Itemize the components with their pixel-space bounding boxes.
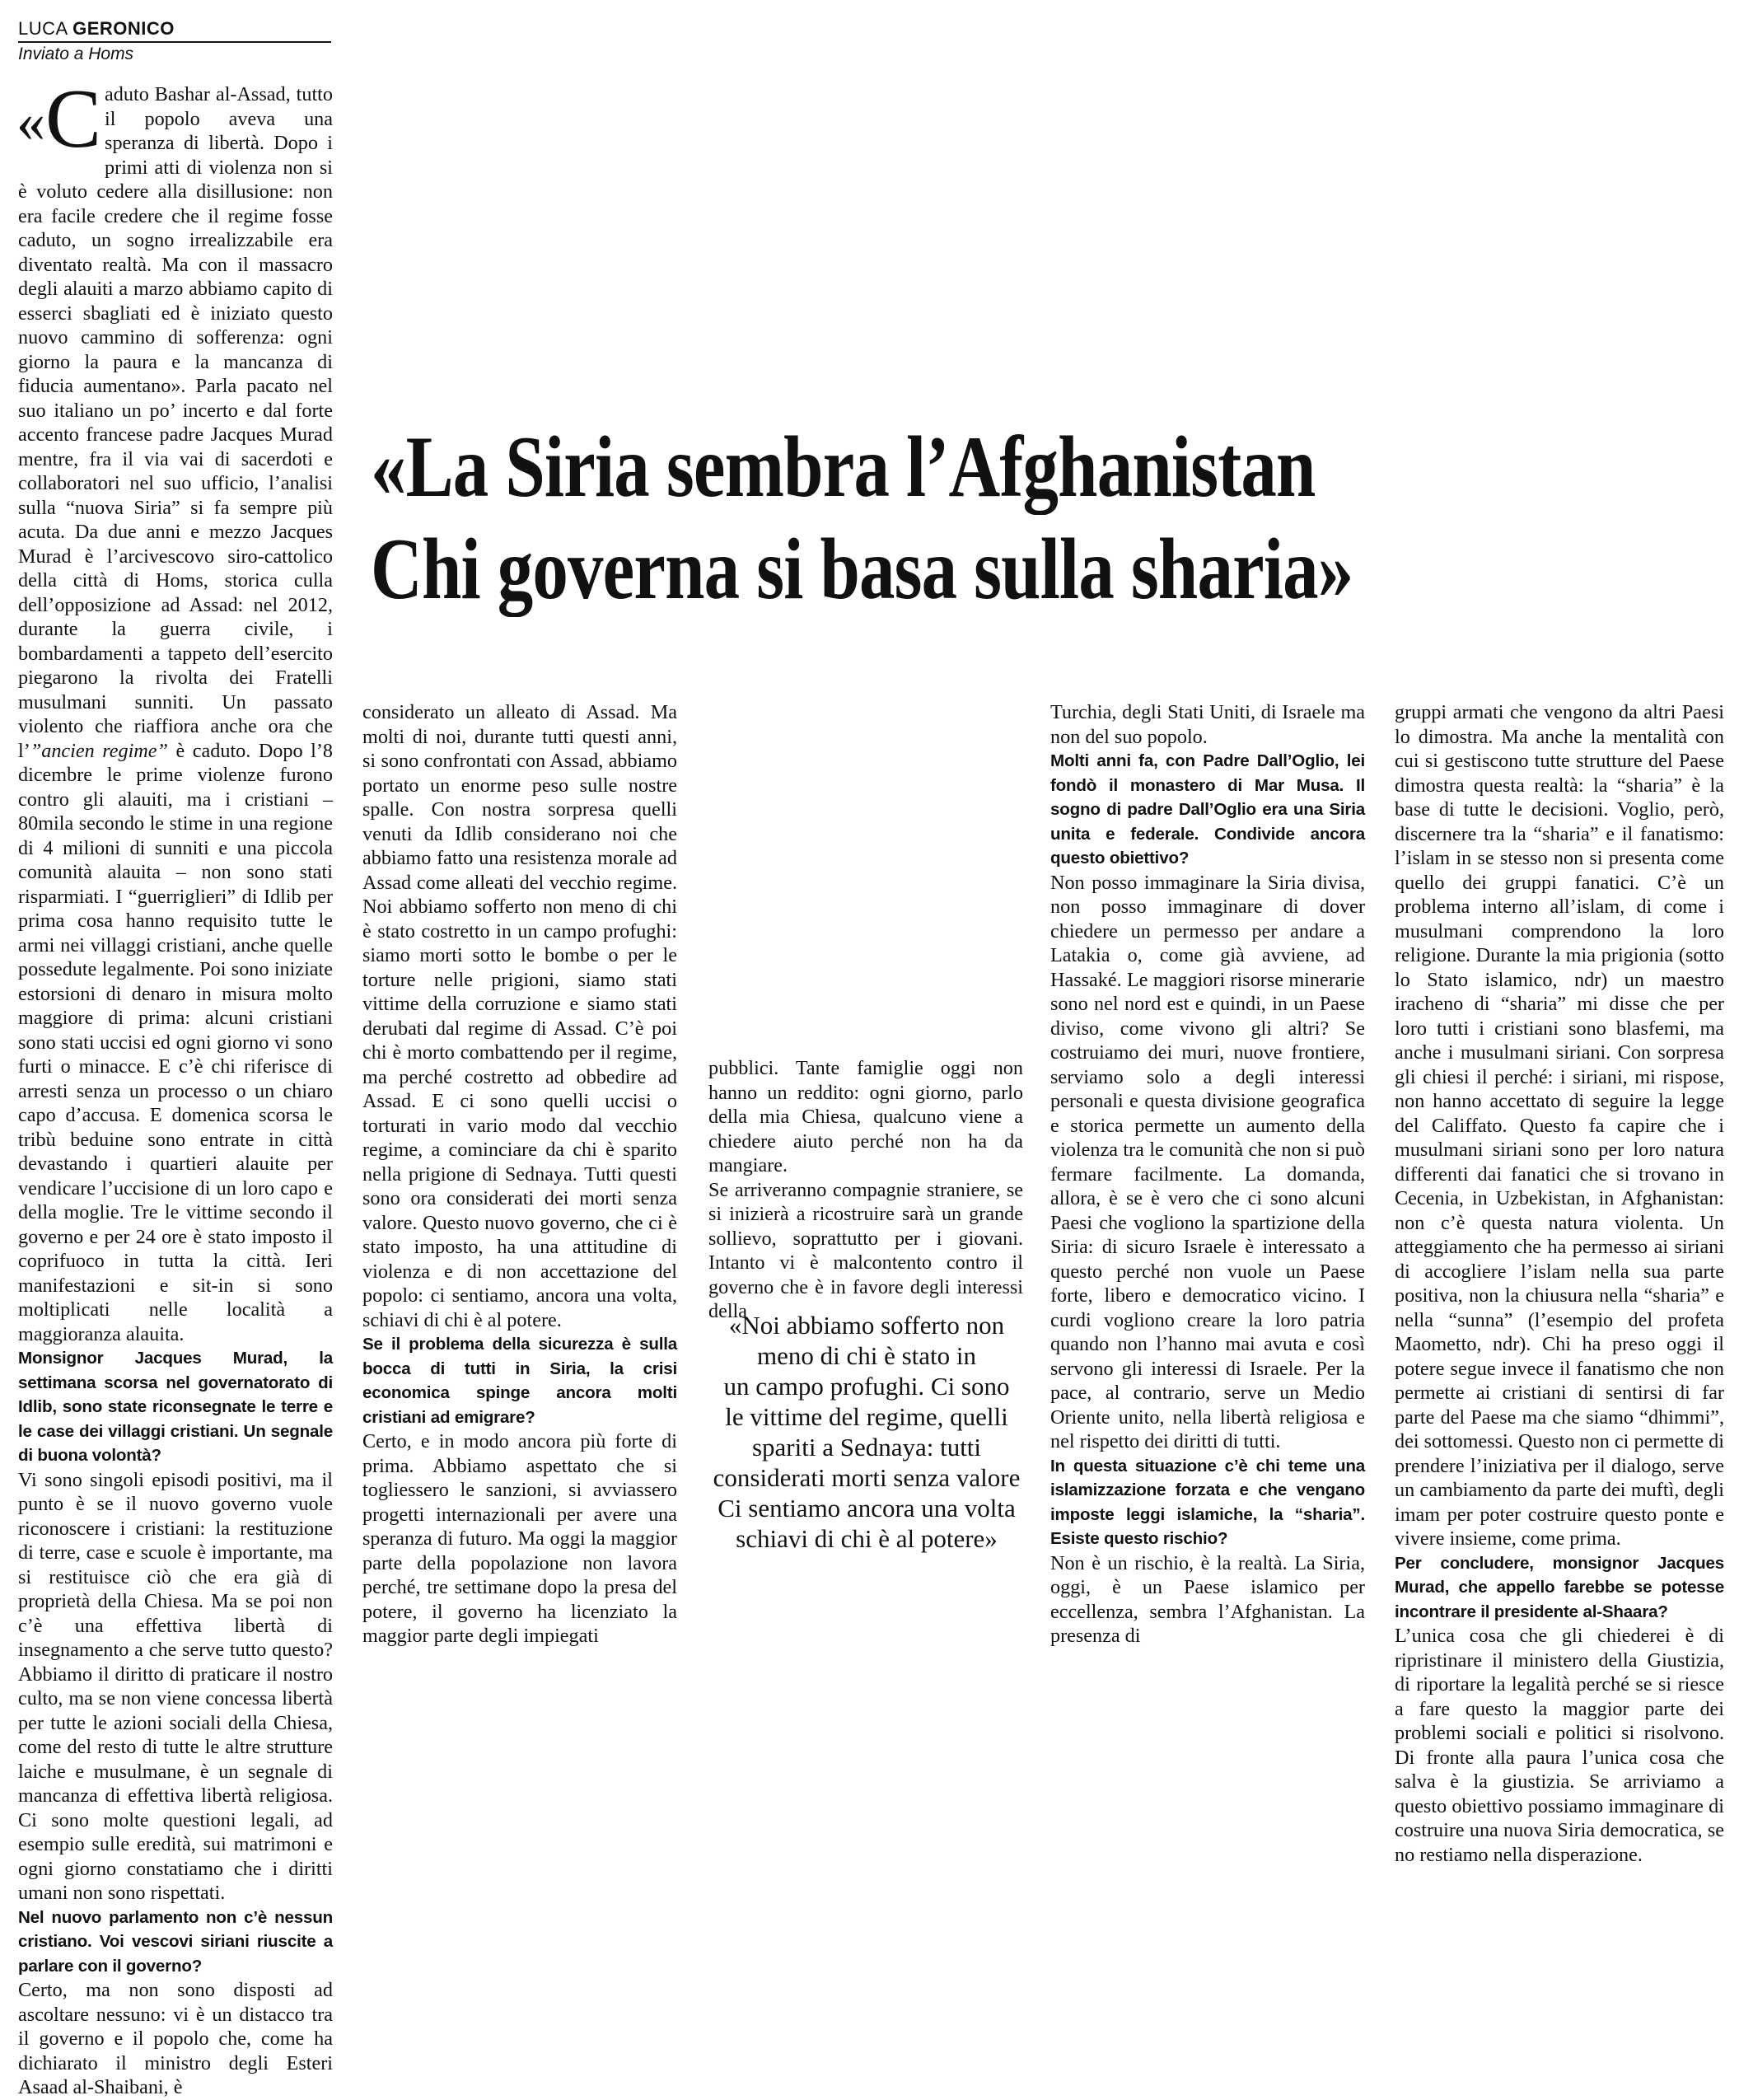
pull-quote-line: considerati morti senza valore (713, 1463, 1021, 1492)
answer-2-start: Certo, ma non sono disposti ad ascoltare nessuno: vi è un distacco tra il governo e il popolo che, come ha dichiarato il ministro degli Esteri Asaad al-Shaibani, è (18, 1979, 333, 2098)
question-6: Per concludere, monsignor Jacques Murad, che appello farebbe se potesse incontrare il presidente al-Shaara? (1395, 1553, 1724, 1621)
byline (18, 18, 331, 64)
pull-quote-line: spariti a Sednaya: tutti (751, 1433, 982, 1462)
answer-2-continued: considerato un alleato di Assad. Ma molti di noi, durante tutti questi anni, si sono confrontati con Assad, abbiamo portato un enorme peso sulle nostre spalle. Con nostra sorpresa quelli venuti da Idlib considerano noi che abbiamo fatto una resistenza morale ad Assad come alleati del vecchio regime. Noi abbiamo sofferto non meno di chi è stato costretto in un campo profughi: siamo morti sotto le bombe o per le torture nelle prigioni, siamo stati vittime della corruzione e siamo stati derubati dal regime di Assad. C’è poi chi è morto combattendo per il regime, ma perché costretto ad obbedire ad Assad. E ci sono quelli uccisi o torturati in vario modo dal vecchio regime, a cominciare da chi è sparito nella prigione di Sednaya. Tutti questi sono ora considerati dei morti senza valore. Questo nuovo governo, che ci è stato imposto, ha una attitudine di violenza e di non accettazione del popolo: ci sentiamo, ancora una volta, schiavi di chi è al potere. (362, 701, 677, 1331)
pull-quote-line: Ci sentiamo ancora una volta (718, 1494, 1016, 1522)
lead-italic-text: ”ancien regime” (30, 739, 168, 762)
pull-quote-line: «Noi abbiamo sofferto non (728, 1311, 1005, 1340)
answer-3-paragraph-2: Se arriveranno compagnie straniere, se si inizierà a ricostruire sarà un grande sollievo, soprattutto per i giovani. Intanto vi è malcontento contro il governo che è in favore degli interessi della (708, 1178, 1023, 1322)
byline-rule (18, 41, 331, 43)
question-4: Molti anni fa, con Padre Dall’Oglio, lei fondò il monastero di Mar Musa. Il sogno di padre Dall’Oglio era una Siria unita e federale. Condivide ancora questo obiettivo? (1050, 751, 1365, 868)
lead-text: aduto Bashar al-Assad, tutto il popolo aveva una speranza di libertà. Dopo i primi atti di violenza non si è voluto cedere alla disillusione: non era facile credere che il regime fosse caduto, un sogno irrealizzabile era diventato realtà. Ma con il massacro degli alauiti a marzo abbiamo capito di esserci sbagliati ed è iniziato questo nuovo cammino di sofferenza: ogni giorno la paura e la mancanza di fiducia aumentano». Parla pacato nel suo italiano un po’ incerto e dal forte accento francese padre Jacques Murad mentre, fra il via vai di sacerdoti e collaboratori nel suo ufficio, l’analisi sulla “nuova Siria” si fa sempre più acuta. Da due anni e mezzo Jacques Murad è l’arcivescovo siro-cattolico della città di Homs, storica culla dell’opposizione ad Assad: nel 2012, durante la guerra civile, i bombardamenti a tappeto dell’esercito piegarono la rivolta dei Fratelli musulmani sunniti. Un passato violento che riaffiora anche ora che l’ (18, 83, 333, 762)
author-location: Inviato a Homs (18, 44, 134, 63)
answer-4: Non posso immaginare la Siria divisa, non posso immaginare di dover chiedere un permesso per andare a Latakia o, come già avviene, ad Hassaké. Le maggiori risorse minerarie sono nel nord est e quindi, in un Paese diviso, come vivono gli altri? Se costruiamo dei muri, nuove frontiere, serviamo solo a degli interessi personali e questa divisione geografica e storica permette un aumento della violenza tra le comunità che non si può fermare facilmente. La domanda, allora, è se è vero che ci sono alcuni Paesi che vogliono la spartizione della Siria: di sicuro Israele è interessato a questo perché non vuole un Paese forte, libero e democratico vicino. I curdi vogliono creare la loro patria quando non l’hanno mai avuta e così servono gli interessi di Israele. Per la pace, al contrario, serve un Medio Oriente unito, nella libertà religiosa e nel rispetto dei diritti di tutti. (1050, 871, 1365, 1452)
author-name (18, 18, 331, 40)
headline (371, 419, 1738, 618)
answer-5-start: Non è un rischio, è la realtà. La Siria, oggi, è un Paese islamico per eccellenza, sembra l’Afghanistan. La presenza di (1050, 1551, 1365, 1647)
answer-5-continued: gruppi armati che vengono da altri Paesi lo dimostra. Ma anche la mentalità con cui si gestiscono tutte strutture del Paese dimostra questa realtà: la “sharia” è la base di tutte le decisioni. Voglio, però, discernere tra la “sharia” e il fanatismo: l’islam in se stesso non si presenta come quello dei gruppi fanatici. C’è un problema interno all’islam, di come i musulmani comprendono la loro religione. Durante la mia prigionia (sotto lo Stato islamico, ndr) un maestro iracheno di “sharia” mi disse che per loro tutti i cristiani sono blasfemi, ma anche i musulmani siriani. Con sorpresa gli chiesi il perché: i siriani, mi rispose, non hanno accettato di seguire la legge del Califfato. Questo fa capire che i musulmani siriani sono per loro natura differenti dai fanatici che si trovano in Cecenia, in Uzbekistan, in Afghanistan: non c’è questa natura violenta. Un atteggiamento che ha permesso ai siriani di accogliere l’islam nella sua parte positiva, non la chiusura nella “sharia” e nella “sunna” (l’esempio del profeta Maometto, ndr). Chi ha preso oggi il potere segue invece il fanatismo che non permette ai cristiani di sentirsi di far parte del Paese ma che siamo “dhimmi”, dei sottomessi. Questo non ci permette di prendere l’iniziativa per il dialogo, serve un cambiamento da parte dei muftì, degli imam per poter costruire questo ponte e vivere insieme, come prima. (1395, 701, 1724, 1550)
article-column-2 (362, 700, 677, 1647)
article-column-3 (708, 1056, 1023, 1322)
author-last-name: GERONICO (72, 18, 175, 39)
author-first-name: LUCA (18, 18, 68, 39)
pull-quote (710, 1310, 1023, 1554)
question-2: Nel nuovo parlamento non c’è nessun cristiano. Voi vescovi siriani riuscite a parlare con il governo? (18, 1907, 333, 1976)
question-5: In questa situazione c’è chi teme una islamizzazione forzata e che vengano imposte leggi islamiche, la “sharia”. Esiste questo rischio? (1050, 1456, 1365, 1548)
pull-quote-line: meno di chi è stato in (756, 1341, 977, 1370)
answer-6: L’unica cosa che gli chiederei è di ripristinare il ministero della Giustizia, di riportare la legalità perché se si riesce a fare questo la maggior parte dei problemi sociali e politici si risolvono. Di fronte alla paura l’unica cosa che salva è la giustizia. Se arriviamo a questo obiettivo possiamo immaginare di costruire una nuova Siria democratica, se no restiamo nella disperazione. (1395, 1625, 1724, 1866)
article-column-5 (1395, 700, 1724, 1895)
pull-quote-line: le vittime del regime, quelli (725, 1402, 1008, 1431)
drop-cap-letter: C (45, 72, 102, 166)
headline-line-1: «La Siria sembra l’Afghanistan (371, 419, 1316, 515)
lead-text-end: è caduto. Dopo l’8 dicembre le prime violenze furono contro gli alauiti, ma i cristiani – 80mila secondo le stime in una regione di 4 milioni di sunniti e una piccola comunità alauita – non sono stati risparmiati. I “guerriglieri” di Idlib per prima cosa hanno requisito tutte le armi nei villaggi cristiani, anche quelle possedute legalmente. Poi sono iniziate estorsioni di denaro in misura molto maggiore di prima: alcuni cristiani sono stati uccisi ed ogni giorno vi sono furti o minacce. E c’è chi riferisce di arresti senza un processo o un chiaro capo d’accusa. E domenica scorsa le tribù beduine sono entrate in città devastando i quartieri alauite per vendicare l’uccisione di un loro capo e della moglie. Tre le vittime secondo il governo e per 24 ore è stato imposto il coprifuoco in tutta la città. Ieri manifestazioni e sit-in si sono moltiplicati nelle località a maggioranza alauita. (18, 739, 333, 1345)
answer-3-continued: pubblici. Tante famiglie oggi non hanno un reddito: ogni giorno, parlo della mia Chiesa, qualcuno viene a chiedere aiuto perché non ha da mangiare. (708, 1057, 1023, 1176)
headline-line-2: Chi governa si basa sulla sharia» (371, 521, 1353, 617)
answer-3-end: Turchia, degli Stati Uniti, di Israele ma non del suo popolo. (1050, 701, 1365, 748)
drop-cap (16, 72, 102, 166)
question-3: Se il problema della sicurezza è sulla bocca di tutti in Siria, la crisi economica spinge ancora molti cristiani ad emigrare? (362, 1335, 677, 1427)
opening-quote-mark: « (16, 91, 45, 154)
answer-1: Vi sono singoli episodi positivi, ma il punto è se il nuovo governo vuole riconoscere i cristiani: la restituzione di terre, case e scuole è importante, ma si restituisce ciò che era già di proprietà della Chiesa. Ma se poi non c’è una effettiva libertà di insegnamento a che serve tutto questo? Abbiamo il diritto di praticare il nostro culto, ma se non viene concessa libertà per tutte le azioni sociali della Chiesa, come del resto di tutte le altre strutture laiche e musulmane, è un segnale di mancanza di effettiva libertà religiosa. Ci sono molte questioni legali, ad esempio sulle eredità, sui matrimoni e ogni giorno constatiamo che i diritti umani non sono rispettati. (18, 1468, 333, 1904)
lead-paragraph (16, 72, 333, 1346)
pull-quote-line: un campo profughi. Ci sono (723, 1372, 1010, 1401)
answer-3-start: Certo, e in modo ancora più forte di prima. Abbiamo aspettato che si togliessero le sanzioni, si avviassero progetti internazionali per avere una speranza di futuro. Ma oggi la maggior parte della popolazione non lavora perché, tre settimane dopo la presa del potere, il governo ha licenziato la maggior parte degli impiegati (362, 1430, 677, 1647)
question-1: Monsignor Jacques Murad, la settimana scorsa nel governatorato di Idlib, sono state riconsegnate le terre e le case dei villaggi cristiani. Un segnale di buona volontà? (18, 1349, 333, 1465)
pull-quote-line: schiavi di chi è al potere» (736, 1524, 998, 1553)
article-column-1 (16, 72, 333, 2098)
article-column-4 (1050, 700, 1365, 1771)
